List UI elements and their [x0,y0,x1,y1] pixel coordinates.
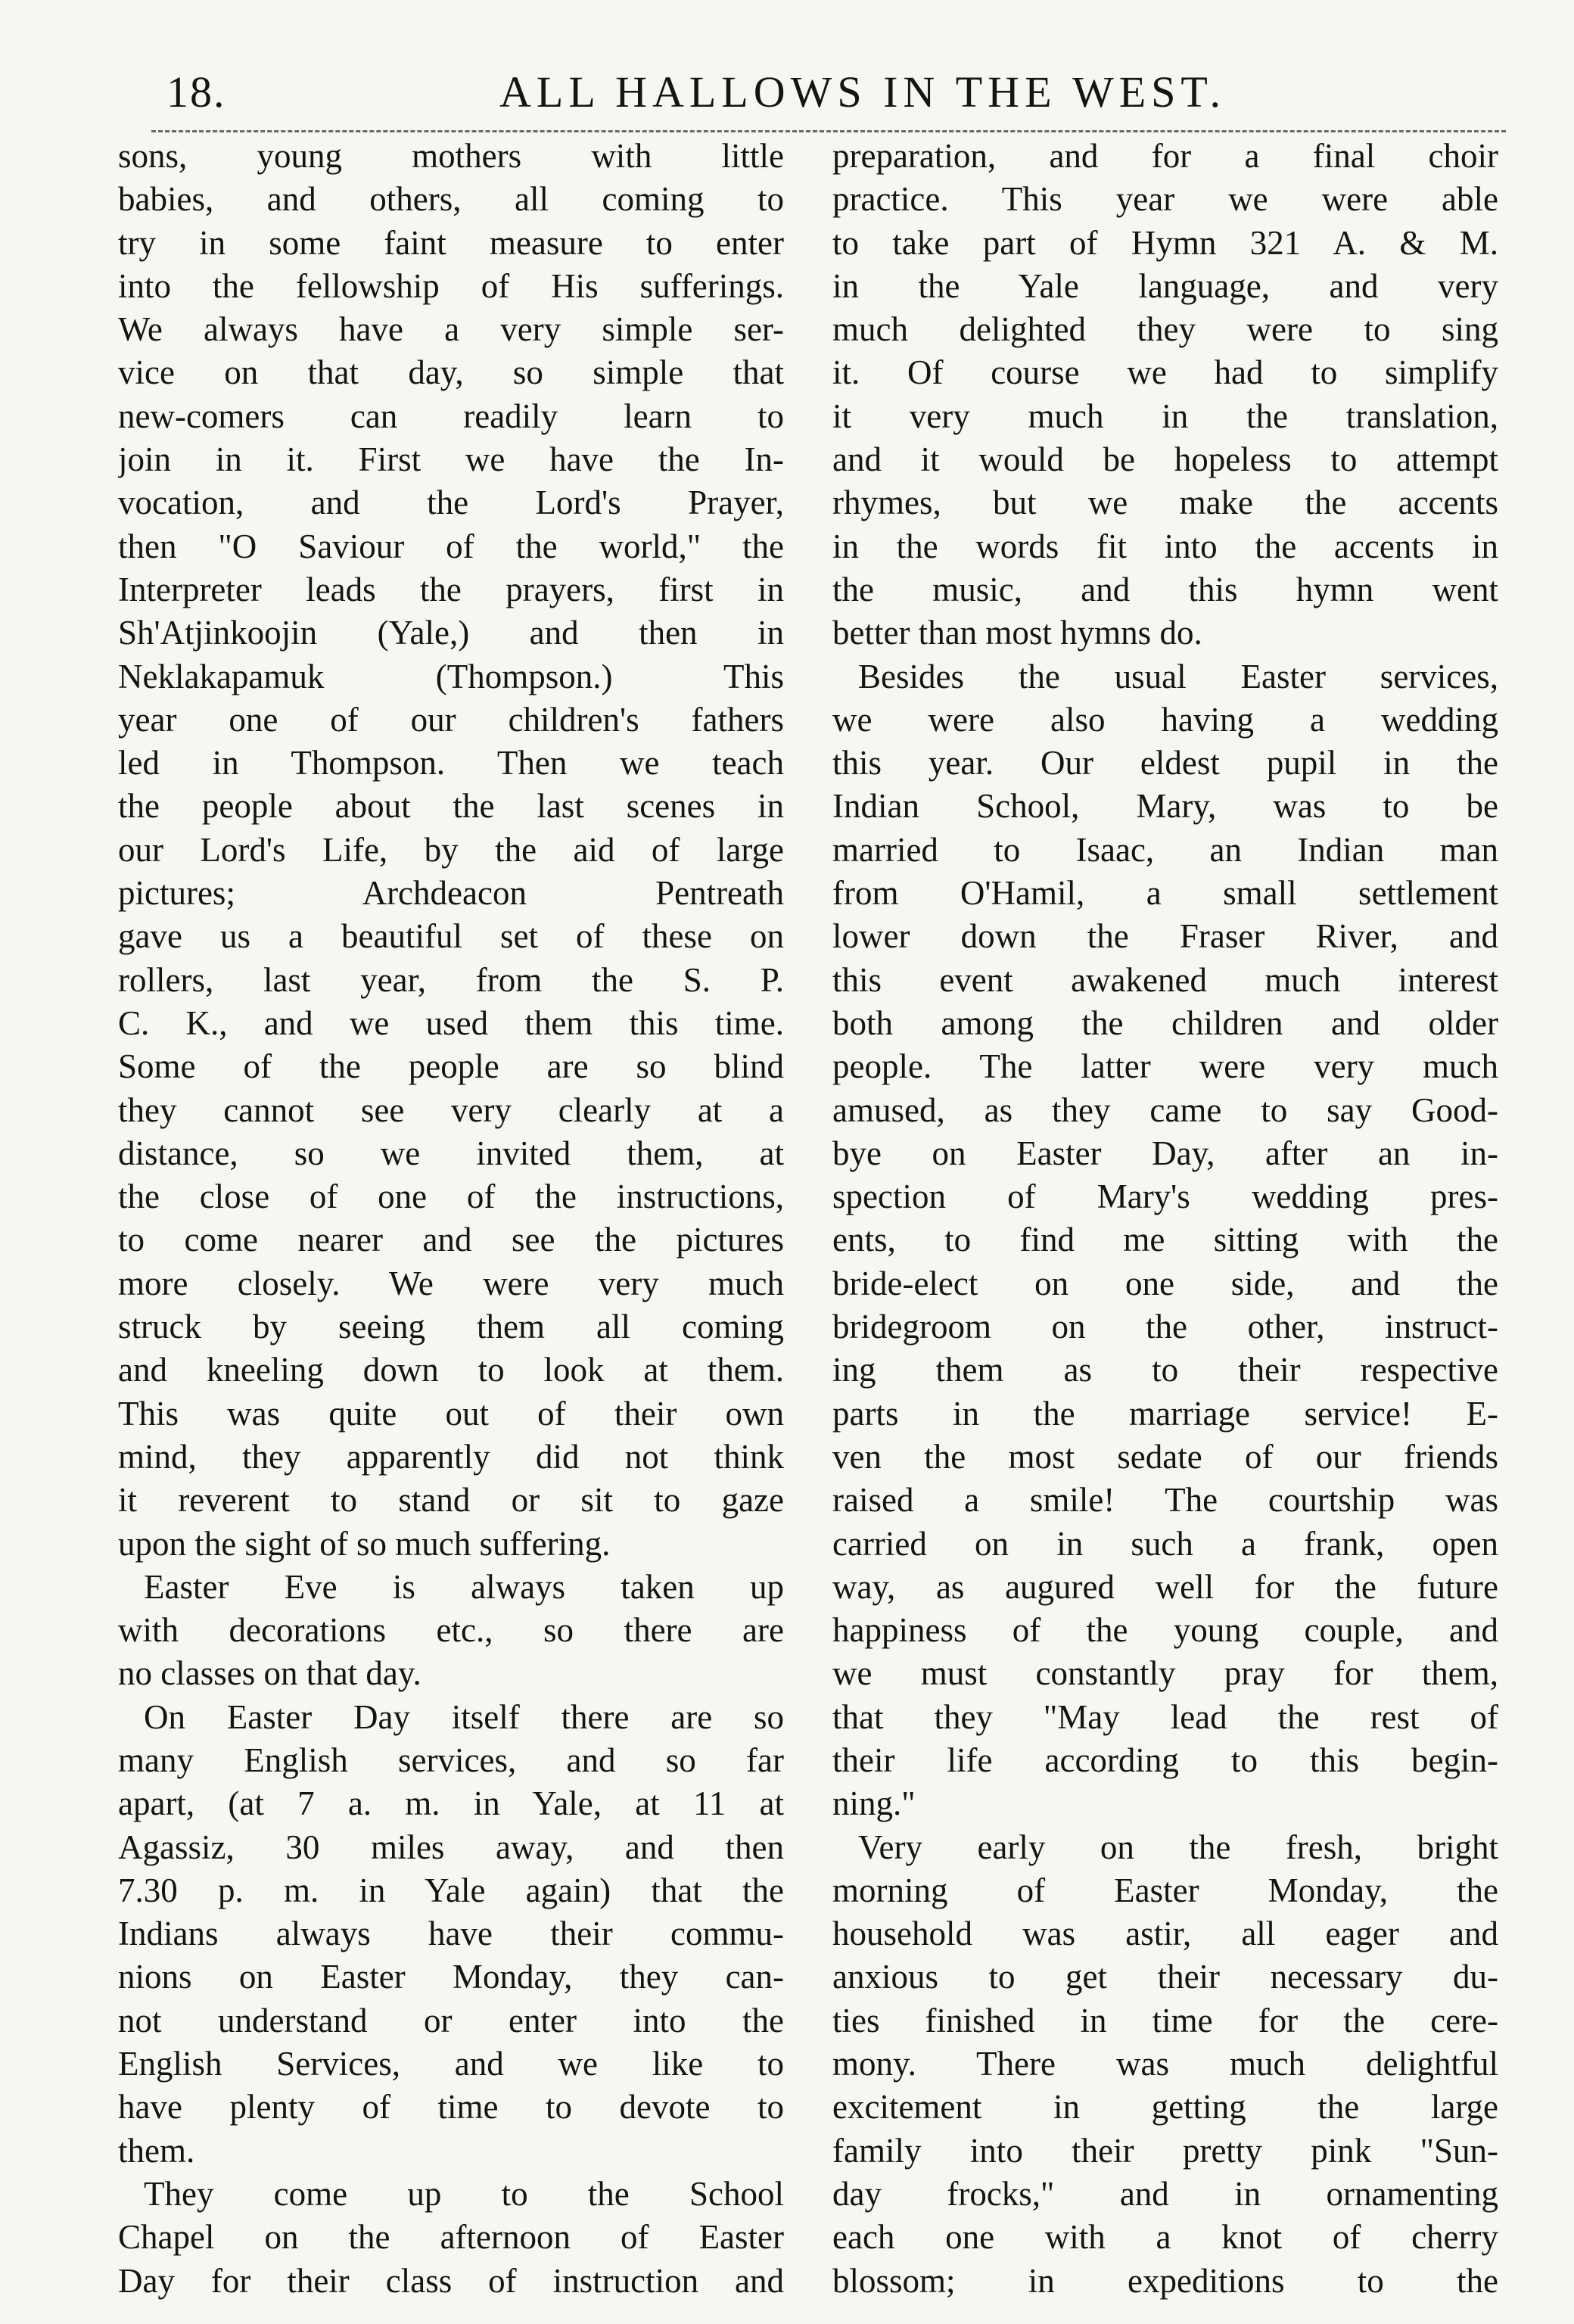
text-line: then "O Saviour of the world," the [118,527,784,565]
text-line: upon the sight of so much suffering. [118,1524,611,1563]
text-line: raised a smile! The courtship was [832,1481,1498,1520]
text-line: amused, as they came to say Good- [832,1090,1498,1129]
page-header [166,67,1513,127]
text-line: Interpreter leads the prayers, first in [118,570,784,608]
text-line: people. The latter were very much [832,1047,1498,1086]
text-line: we were also having a wedding [832,700,1498,739]
text-line: much delighted they were to sing [832,310,1498,349]
text-line: we must constantly pray for them, [832,1654,1498,1693]
text-line: ning." [832,1784,916,1823]
text-line: Indians always have their commu- [118,1915,784,1953]
text-line: Besides the usual Easter services, [858,657,1498,695]
text-line: ven the most sedate of our friends [832,1437,1498,1476]
text-line: our Lord's Life, by the aid of large [118,830,784,869]
text-line: anxious to get their necessary du- [832,1958,1498,1996]
text-line: they cannot see very clearly at a [118,1090,784,1129]
text-line: struck by seeing them all coming [118,1308,784,1346]
text-line: distance, so we invited them, at [118,1134,784,1172]
text-line: way, as augured well for the future [832,1567,1498,1606]
text-line: more closely. We were very much [118,1264,784,1302]
text-line: happiness of the young couple, and [832,1611,1498,1650]
text-line: rollers, last year, from the S. P. [118,960,784,999]
text-line: gave us a beautiful set of these on [118,917,784,956]
text-line: from O'Hamil, a small settlement [832,874,1498,913]
text-line: family into their pretty pink "Sun- [832,2131,1498,2170]
text-line: C. K., and we used them this time. [118,1003,784,1042]
text-line: lower down the Fraser River, and [832,917,1498,956]
text-line: On Easter Day itself there are so [144,1697,784,1736]
text-line: bridegroom on the other, instruct- [832,1308,1498,1346]
text-line: in the Yale language, and very [832,266,1498,305]
text-line: mind, they apparently did not think [118,1437,784,1476]
text-line: year one of our children's fathers [118,700,784,739]
left-column [118,135,784,2303]
header-rule [151,130,1506,132]
text-line: practice. This year we were able [832,180,1498,219]
text-line: Agassiz, 30 miles away, and then [118,1828,784,1866]
text-line: sons, young mothers with little [118,137,784,175]
text-line: They come up to the School [144,2174,784,2213]
text-line: vocation, and the Lord's Prayer, [118,484,784,522]
text-line: pictures; Archdeacon Pentreath [118,874,784,913]
text-line: to come nearer and see the pictures [118,1221,784,1259]
text-line: their life according to this begin- [832,1741,1498,1779]
text-line: this year. Our eldest pupil in the [832,744,1498,782]
text-line: ents, to find me sitting with the [832,1221,1498,1259]
text-line: have plenty of time to devote to [118,2088,784,2126]
text-line: both among the children and older [832,1003,1498,1042]
text-line: Some of the people are so blind [118,1047,784,1086]
text-line: household was astir, all eager and [832,1915,1498,1953]
text-line: carried on in such a frank, open [832,1524,1498,1563]
text-line: them. [118,2131,195,2170]
text-line: this event awakened much interest [832,960,1498,999]
text-line: day frocks," and in ornamenting [832,2174,1498,2213]
text-line: led in Thompson. Then we teach [118,744,784,782]
text-line: 7.30 p. m. in Yale again) that the [118,1871,784,1909]
text-line: apart, (at 7 a. m. in Yale, at 11 at [118,1784,784,1823]
text-line: new-comers can readily learn to [118,397,784,435]
text-line: vice on that day, so simple that [118,353,784,392]
text-line: try in some faint measure to enter [118,223,784,262]
text-line: into the fellowship of His sufferings. [118,266,784,305]
text-line: and it would be hopeless to attempt [832,440,1498,479]
text-line: excitement in getting the large [832,2088,1498,2126]
text-line: married to Isaac, an Indian man [832,830,1498,869]
text-line: ties finished in time for the cere- [832,2001,1498,2039]
text-line: it reverent to stand or sit to gaze [118,1481,784,1520]
text-line: with decorations etc., so there are [118,1611,784,1650]
right-column [832,135,1498,2303]
text-line: morning of Easter Monday, the [832,1871,1498,1909]
text-line: each one with a knot of cherry [832,2218,1498,2257]
text-line: nions on Easter Monday, they can- [118,1958,784,1996]
running-title: ALL HALLOWS IN THE WEST. [499,67,1227,117]
text-line: Day for their class of instruction and [118,2261,784,2300]
text-line: rhymes, but we make the accents [832,484,1498,522]
text-line: mony. There was much delightful [832,2045,1498,2083]
text-line: the close of one of the instructions, [118,1178,784,1216]
text-line: the people about the last scenes in [118,787,784,826]
text-line: in the words fit into the accents in [832,527,1498,565]
text-line: ing them as to their respective [832,1351,1498,1389]
text-line: We always have a very simple ser- [118,310,784,349]
text-line: bride-elect on one side, and the [832,1264,1498,1302]
text-line: it very much in the translation, [832,397,1498,435]
text-line: babies, and others, all coming to [118,180,784,219]
text-line: many English services, and so far [118,1741,784,1779]
text-line: parts in the marriage service! E- [832,1394,1498,1433]
text-line: no classes on that day. [118,1654,421,1693]
text-line: Very early on the fresh, bright [858,1828,1498,1866]
text-line: Neklakapamuk (Thompson.) This [118,657,784,695]
text-line: better than most hymns do. [832,614,1202,652]
text-line: and kneeling down to look at them. [118,1351,784,1389]
text-line: Sh'Atjinkoojin (Yale,) and then in [118,614,784,652]
page-number: 18. [166,67,226,117]
text-line: Chapel on the afternoon of Easter [118,2218,784,2257]
text-line: Indian School, Mary, was to be [832,787,1498,826]
text-line: spection of Mary's wedding pres- [832,1178,1498,1216]
text-line: This was quite out of their own [118,1394,784,1433]
text-line: Easter Eve is always taken up [144,1567,784,1606]
text-line: join in it. First we have the In- [118,440,784,479]
text-line: that they "May lead the rest of [832,1697,1498,1736]
text-line: the music, and this hymn went [832,570,1498,608]
text-line: preparation, and for a final choir [832,137,1498,175]
text-line: bye on Easter Day, after an in- [832,1134,1498,1172]
text-line: not understand or enter into the [118,2001,784,2039]
text-line: English Services, and we like to [118,2045,784,2083]
text-line: to take part of Hymn 321 A. & M. [832,223,1498,262]
text-line: it. Of course we had to simplify [832,353,1498,392]
text-line: blossom; in expeditions to the [832,2261,1498,2300]
